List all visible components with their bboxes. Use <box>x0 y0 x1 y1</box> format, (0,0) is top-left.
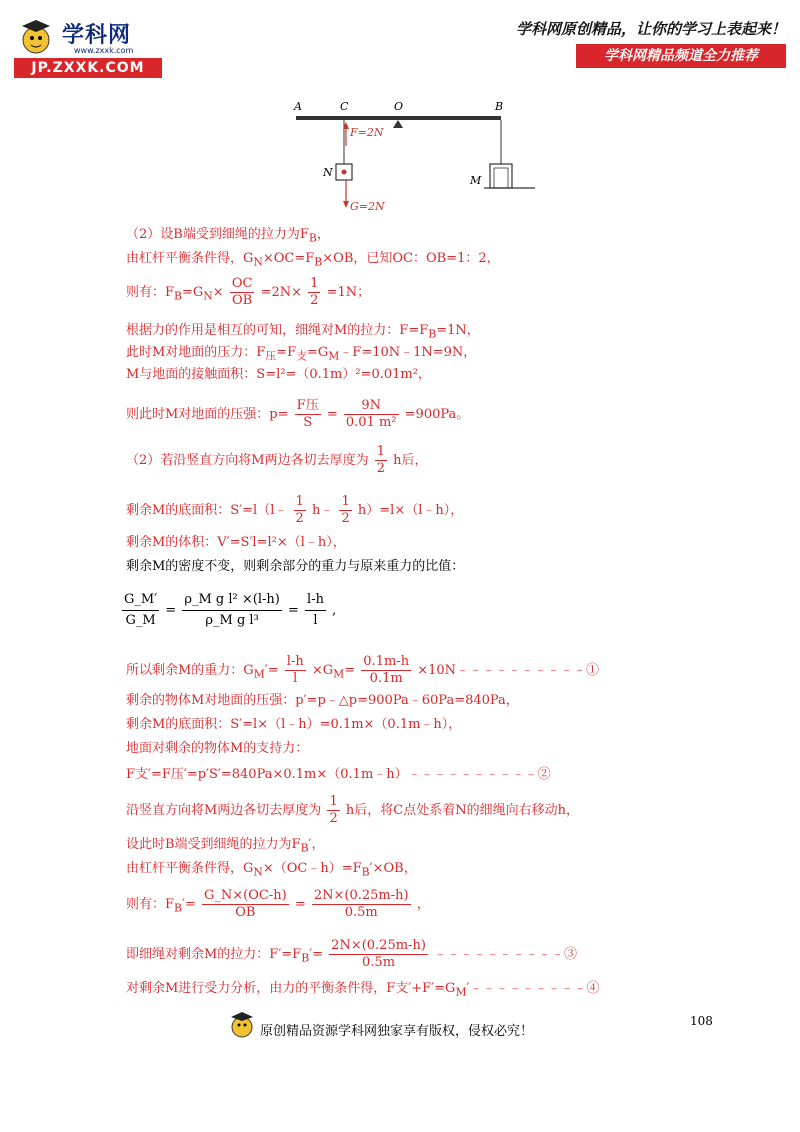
line-6: M与地面的接触面积：S=l²=（0.1m）²=0.01m²， <box>126 367 431 382</box>
line-20: 由杠杆平衡条件得，$G_N\times(OC﹣h)=F_B'\times OB$， <box>126 861 417 879</box>
line-7: 则此时M对地面的压强：p= $\frac{\text{F压}}{S}$ = $\frac{9N}{\text{0.01 m²}}$ =900Pa。 <box>126 398 470 430</box>
line-3: 则有：$F_B=G_N\times$ $\frac{OC}{OB}$ =2N× $\frac{1}{2}$ =1N； <box>126 276 371 308</box>
fulcrum-icon <box>393 120 403 128</box>
force-f-label: F=2N <box>350 126 384 139</box>
line-18: 沿竖直方向将M两边各切去厚度为 $\frac{1}{2}$ h后，将C点处系着N的细绳向右移动h， <box>126 794 579 826</box>
point-c-label: C <box>340 100 349 113</box>
point-o-label: O <box>394 100 404 113</box>
line-14: 剩余的物体M对地面的压强：p′=p﹣△p=900Pa﹣60Pa=840Pa， <box>126 693 519 708</box>
footer-copyright: 原创精品资源学科网独家享有版权，侵权必究！ <box>260 1024 534 1039</box>
mascot-icon <box>228 1010 256 1040</box>
line-2: 由杠杆平衡条件得，$G_N\times OC=F_B\times OB$，已知OC：OB=1：2， <box>126 251 500 269</box>
logo-title: 学科网 <box>62 23 132 48</box>
line-10: 剩余M的体积：V′=S′l=l²×（l﹣h）， <box>126 535 346 550</box>
header-banner: 学科网精品频道全力推荐 <box>576 44 786 68</box>
line-9: 剩余M的底面积：S′=l（l﹣ $\frac{1}{2}$ h﹣ $\frac{1}{2}$ h）=l×（l﹣h）， <box>126 494 464 526</box>
line-15: 剩余M的底面积：S′=l×（l﹣h）=0.1m×（0.1m﹣h）， <box>126 717 462 732</box>
line-22: 即细绳对剩余M的拉力：$F'=F_B'=$ $\frac{2N\times(0.25m-h)}{0.5m}$ ﹣﹣﹣﹣﹣﹣﹣﹣﹣﹣③ <box>126 938 578 970</box>
line-16: 地面对剩余的物体M的支持力： <box>126 741 309 756</box>
gravity-label: G=2N <box>350 200 385 213</box>
line-8: （2）若沿竖直方向将M两边各切去厚度为 $\frac{1}{2}$ h后， <box>126 444 428 476</box>
mascot-icon <box>14 16 58 58</box>
line-11: 剩余M的密度不变，则剩余部分的重力与原来重力的比值： <box>126 559 465 574</box>
lever-bar <box>296 116 501 120</box>
line-17: F支′=F压′=p′S′=840Pa×0.1m×（0.1m﹣h）﹣﹣﹣﹣﹣﹣﹣﹣﹣﹣② <box>126 767 551 782</box>
line-21: 则有：$F_B'=$ $\frac{G\_N\times(OC-h)}{OB}$ = $\frac{2N\times(0.25m-h)}{0.5m}$ ， <box>126 888 430 920</box>
object-n-label: N <box>323 166 333 179</box>
line-19: 设此时B端受到细绳的拉力为$F_B'$， <box>126 837 325 855</box>
line-1: （2）设B端受到细绳的拉力为$F_B$， <box>126 227 330 245</box>
line-5: 此时M对地面的压力：$F_压=F_支=G_M﹣F=10N﹣1N=9N$， <box>126 345 477 363</box>
logo-subtitle: www.zxxk.com <box>74 46 134 55</box>
logo-url[interactable]: JP.ZXXK.COM <box>14 58 162 78</box>
object-m-label: M <box>470 174 482 187</box>
point-a-label: A <box>294 100 302 113</box>
line-12: $\frac{G\_M'}{G\_M}$ = $\frac{\text{ρ\_M g l² ×(l-h)}}{\text{ρ\_M g l³}}$ = $\frac{l-h}{l}$ , <box>124 592 337 628</box>
page-number: 108 <box>690 1014 713 1028</box>
lever-diagram <box>290 98 540 218</box>
line-23: 对剩余M进行受力分析，由力的平衡条件得，F支$'+F'=G_M'﹣﹣﹣﹣﹣﹣﹣﹣﹣④$ <box>126 981 600 999</box>
line-4: 根据力的作用是相互的可知，细绳对M的拉力：$F=F_B=1N$， <box>126 323 480 341</box>
gravity-arrow-icon <box>343 201 349 208</box>
header-slogan: 学科网原创精品，让你的学习上表起来！ <box>515 20 786 38</box>
logo <box>14 16 164 76</box>
point-b-label: B <box>495 100 504 113</box>
line-13: 所以剩余M的重力：$G_M'=$ $\frac{l-h}{l}$ $\times G_M=$ $\frac{0.1m-h}{0.1m}$ ×10N﹣﹣﹣﹣﹣﹣﹣﹣﹣﹣① <box>126 654 600 686</box>
